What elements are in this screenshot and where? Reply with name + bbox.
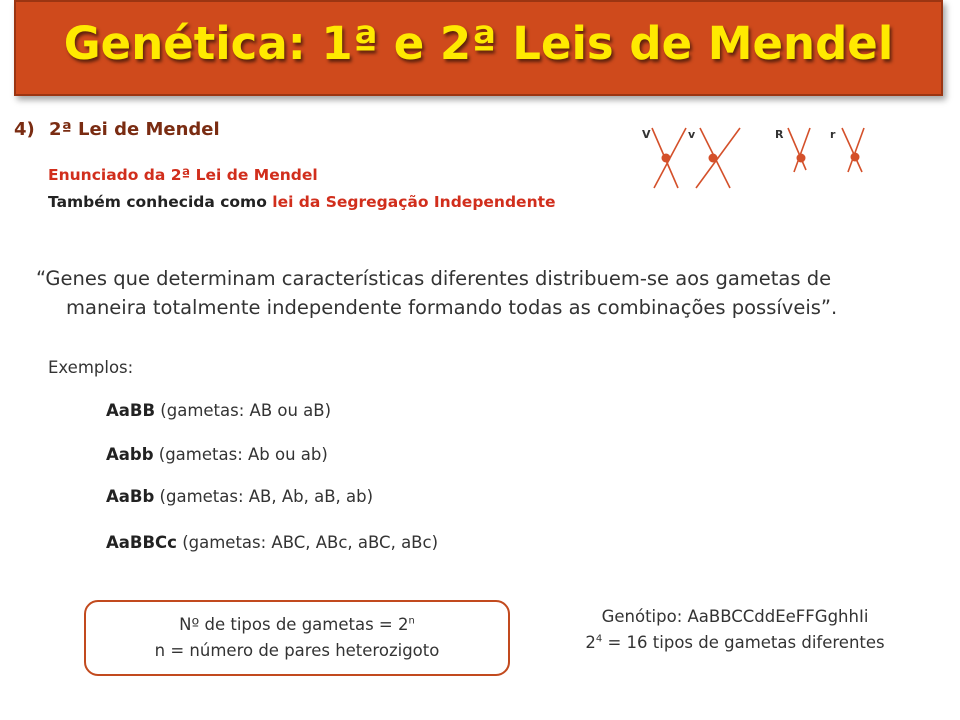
example-item: [106, 533, 438, 552]
chromosome-arm: [848, 128, 864, 172]
chromosome-label-r: r: [830, 128, 836, 141]
quote-line-2: maneira totalmente independente formando todas as combinações possíveis”.: [66, 296, 838, 319]
power-exponent: 4: [595, 633, 603, 645]
chromosome-arm: [696, 128, 740, 188]
example-genotype: Aabb: [106, 445, 154, 464]
example-genotype: AaBB: [106, 401, 156, 420]
centromere: [797, 154, 806, 163]
gamete-formula-box: [84, 600, 510, 676]
formula-text: Nº de tipos de gametas = 2: [179, 615, 409, 634]
section-heading: [14, 119, 220, 140]
chromosome-label-v: v: [688, 128, 696, 141]
also-known-as: [48, 193, 556, 211]
genotype-line-2: [540, 630, 930, 656]
example-genotype: AaBb: [106, 487, 155, 506]
example-gametes: (gametas: ABC, ABc, aBC, aBc): [176, 533, 439, 552]
formula-line-1: [86, 612, 508, 638]
chromosome-diagram: [630, 120, 870, 200]
chromosome-label-R: R: [775, 128, 784, 141]
example-genotype: AaBBCc: [106, 533, 177, 552]
chromosome-arm: [794, 128, 810, 172]
example-gametes: (gametas: AB ou aB): [155, 401, 332, 420]
example-item: [106, 445, 328, 464]
centromere: [709, 154, 718, 163]
examples-label: Exemplos:: [48, 358, 134, 377]
section-title: 2ª Lei de Mendel: [49, 119, 220, 140]
law-name-highlight: lei da Segregação Independente: [272, 193, 556, 211]
chromosome-label-V: V: [642, 128, 651, 141]
genotype-example: [540, 604, 930, 656]
section-number: 4): [14, 119, 35, 140]
title-banner: [14, 0, 943, 96]
statement-heading: Enunciado da 2ª Lei de Mendel: [48, 166, 318, 184]
chromosome-arm: [842, 128, 862, 172]
example-item: [106, 401, 331, 420]
formula-exponent: n: [408, 615, 415, 627]
law-statement-quote: [36, 264, 936, 322]
power-result: = 16 tipos de gametas diferentes: [602, 633, 885, 652]
page-title: Genética: 1ª e 2ª Leis de Mendel: [63, 16, 894, 70]
genotype-line-1: Genótipo: AaBBCCddEeFFGghhIi: [601, 607, 869, 626]
centromere: [662, 154, 671, 163]
power-base: 2: [585, 633, 596, 652]
formula-line-2: n = número de pares heterozigoto: [154, 641, 440, 660]
also-known-prefix: Também conhecida como: [48, 193, 273, 211]
quote-line-1: “Genes que determinam características diferentes distribuem-se aos gametas de: [36, 267, 832, 290]
centromere: [851, 153, 860, 162]
example-gametes: (gametas: Ab ou ab): [153, 445, 328, 464]
example-item: [106, 487, 373, 506]
example-gametes: (gametas: AB, Ab, aB, ab): [154, 487, 374, 506]
